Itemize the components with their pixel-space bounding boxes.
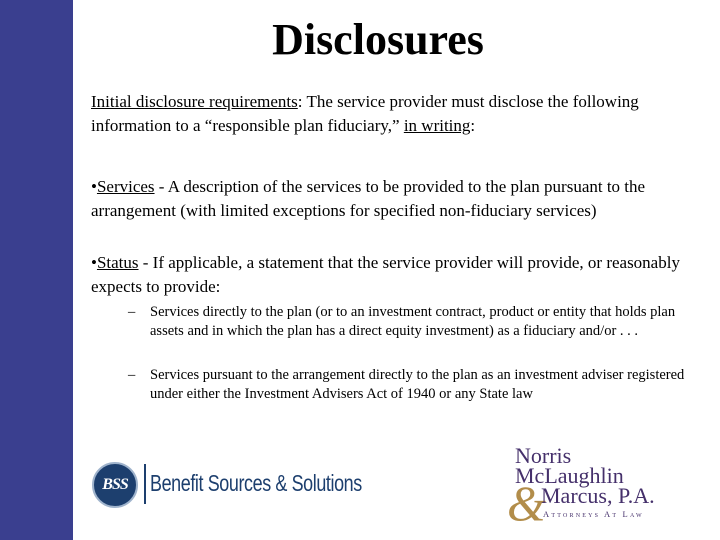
slide-title: Disclosures: [272, 15, 484, 64]
sub-item-dash: –: [128, 367, 136, 383]
bss-company-name: Benefit Sources & Solutions: [150, 470, 362, 496]
intro-paragraph: [91, 90, 701, 138]
bullet-text-status: - If applicable, a statement that the service provider will provide, or reasonably expects to provide:: [91, 253, 680, 296]
intro-text-b: :: [470, 116, 476, 135]
intro-lead: Initial disclosure requirements: [91, 92, 298, 111]
left-accent-bar: [0, 0, 73, 540]
logo-tagline: [543, 509, 644, 519]
logo-line-1: Norris: [515, 443, 572, 468]
intro-text-a: : The service provider must disclose the following information to a “responsible plan fiduciary,”: [91, 92, 639, 135]
sub-item-fiduciary: [128, 303, 688, 341]
sub-item-dash: –: [128, 304, 136, 320]
bss-emblem-icon: [92, 462, 138, 508]
bullet-services: [91, 175, 701, 223]
intro-emphasis: in writing: [403, 116, 471, 135]
norris-mclaughlin-logo: [505, 443, 705, 531]
bullet-label-status: Status: [96, 253, 139, 272]
logo-line-2: McLaughlin: [515, 463, 624, 488]
bullet-marker: •: [91, 253, 97, 272]
sub-item-adviser: [128, 366, 688, 404]
bullet-marker: •: [91, 177, 97, 196]
logo-tagline-text: Attorneys At Law: [543, 509, 644, 519]
sub-item-text: Services pursuant to the arrangement directly to the plan as an investment adviser registered under either the Investment Advisers Act of 1940 or any State law: [150, 367, 685, 402]
bullet-text-services: - A description of the services to be provided to the plan pursuant to the arrangement (with limited exceptions for specified non-fiduciary services): [91, 177, 646, 220]
bss-emblem-text: BSS: [102, 476, 128, 493]
logo-line-3: Marcus, P.A.: [541, 483, 655, 508]
bullet-status: [91, 251, 701, 299]
ampersand-icon: &: [507, 475, 546, 531]
bss-divider: [144, 464, 146, 504]
sub-item-text: Services directly to the plan (or to an investment contract, product or entity that holds plan assets and in which the plan has a direct equity investment) as a fiduciary and/or . . .: [150, 304, 676, 339]
bullet-label-services: Services: [96, 177, 155, 196]
bss-logo: [92, 458, 382, 514]
